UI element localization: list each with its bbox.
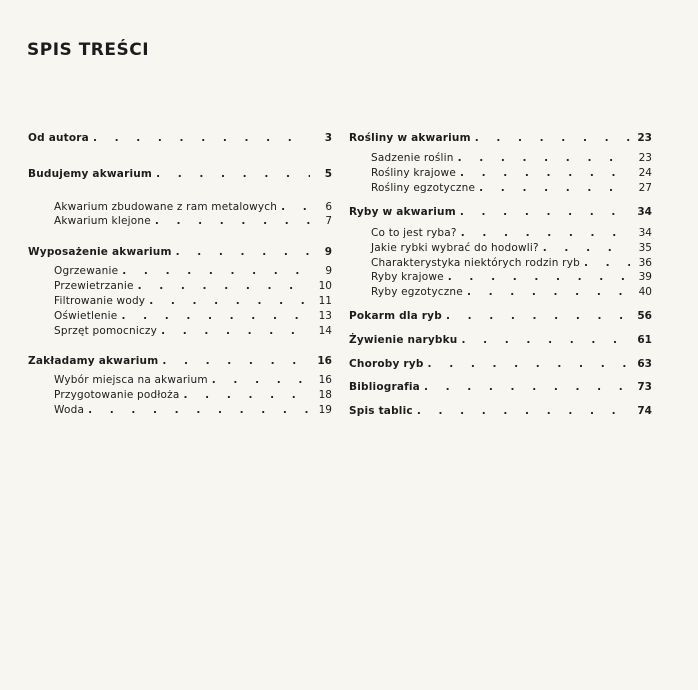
toc-dot-leader	[184, 388, 310, 402]
toc-entry-title: Sprzęt pomocniczy	[54, 325, 158, 337]
toc-subsection-entry	[28, 309, 332, 323]
toc-section-entry	[349, 333, 652, 347]
toc-entry-title: Ryby egzotyczne	[371, 286, 463, 298]
toc-entry-title: Wyposażenie akwarium	[28, 246, 172, 258]
toc-entry-title: Wybór miejsca na akwarium	[54, 374, 208, 386]
toc-section-entry	[349, 380, 652, 394]
toc-entry-title: Jakie rybki wybrać do hodowli?	[371, 242, 539, 254]
toc-dot-leader	[156, 167, 310, 181]
toc-section-entry	[349, 357, 652, 371]
toc-page-number: 34	[637, 206, 652, 218]
toc-dot-leader	[88, 403, 310, 417]
toc-dot-leader	[460, 205, 630, 219]
toc-dot-leader	[155, 214, 310, 228]
toc-page-number: 5	[324, 168, 332, 180]
toc-page-number: 16	[317, 355, 332, 367]
toc-section-entry	[28, 167, 332, 181]
toc-dot-leader	[446, 309, 630, 323]
toc-page-number: 6	[325, 201, 332, 213]
toc-section-entry	[349, 205, 652, 219]
toc-entry-title: Woda	[54, 404, 85, 416]
toc-dot-leader	[458, 151, 630, 165]
toc-page-number: 11	[318, 295, 332, 307]
toc-page-number: 35	[638, 242, 652, 254]
toc-page-number: 9	[324, 246, 332, 258]
toc-entry-title: Przewietrzanie	[54, 280, 134, 292]
toc-subsection-entry	[28, 324, 332, 338]
toc-subsection-entry	[349, 151, 652, 165]
toc-page-number: 24	[638, 167, 652, 179]
page-title: SPIS TREŚCI	[27, 40, 150, 60]
toc-subsection-entry	[349, 226, 652, 240]
toc-entry-title: Ogrzewanie	[54, 265, 119, 277]
toc-subsection-entry	[28, 294, 332, 308]
toc-entry-title: Budujemy akwarium	[28, 168, 153, 180]
toc-entry-title: Bibliografia	[349, 381, 420, 393]
toc-subsection-entry	[349, 181, 652, 195]
toc-dot-leader	[424, 380, 630, 394]
toc-dot-leader	[176, 245, 310, 259]
toc-subsection-entry	[28, 403, 332, 417]
toc-page-number: 40	[638, 286, 652, 298]
toc-dot-leader	[543, 241, 630, 255]
toc-dot-leader	[161, 324, 310, 338]
toc-page-number: 7	[325, 215, 332, 227]
toc-subsection-entry	[28, 373, 332, 387]
toc-page-number: 73	[637, 381, 652, 393]
toc-subsection-entry	[28, 214, 332, 228]
toc-entry-title: Rośliny krajowe	[371, 167, 456, 179]
toc-entry-title: Rośliny w akwarium	[349, 132, 471, 144]
toc-section-entry	[28, 131, 332, 145]
toc-entry-title: Akwarium zbudowane z ram metalowych	[54, 201, 278, 213]
toc-subsection-entry	[28, 264, 332, 278]
toc-entry-title: Ryby w akwarium	[349, 206, 456, 218]
toc-dot-leader	[462, 333, 631, 347]
toc-entry-title: Choroby ryb	[349, 358, 424, 370]
toc-subsection-entry	[349, 285, 652, 299]
toc-entry-title: Oświetlenie	[54, 310, 118, 322]
toc-dot-leader	[475, 131, 630, 145]
toc-entry-title: Żywienie narybku	[349, 334, 458, 346]
toc-entry-title: Od autora	[28, 132, 89, 144]
toc-page-number: 18	[318, 389, 332, 401]
toc-entry-title: Pokarm dla ryb	[349, 310, 442, 322]
toc-entry-title: Charakterystyka niektórych rodzin ryb	[371, 257, 580, 269]
toc-page-number: 61	[637, 334, 652, 346]
toc-entry-title: Co to jest ryba?	[371, 227, 457, 239]
toc-page-number: 14	[318, 325, 332, 337]
toc-page-number: 23	[637, 132, 652, 144]
toc-entry-title: Ryby krajowe	[371, 271, 444, 283]
toc-entry-title: Przygotowanie podłoża	[54, 389, 180, 401]
toc-page-number: 39	[638, 271, 652, 283]
toc-subsection-entry	[28, 200, 332, 214]
toc-dot-leader	[428, 357, 630, 371]
toc-subsection-entry	[349, 270, 652, 284]
toc-entry-title: Sadzenie roślin	[371, 152, 454, 164]
toc-dot-leader	[93, 131, 310, 145]
toc-page-number: 27	[638, 182, 652, 194]
toc-dot-leader	[121, 309, 310, 323]
toc-section-entry	[349, 309, 652, 323]
toc-page-number: 16	[318, 374, 332, 386]
toc-dot-leader	[417, 404, 630, 418]
toc-section-entry	[28, 245, 332, 259]
toc-section-entry	[349, 131, 652, 145]
toc-dot-leader	[467, 285, 630, 299]
toc-page-number: 36	[638, 257, 652, 269]
toc-dot-leader	[162, 354, 310, 368]
toc-page-number: 23	[638, 152, 652, 164]
toc-entry-title: Rośliny egzotyczne	[371, 182, 476, 194]
toc-dot-leader	[212, 373, 310, 387]
toc-dot-leader	[281, 200, 310, 214]
toc-subsection-entry	[28, 388, 332, 402]
toc-entry-title: Akwarium klejone	[54, 215, 151, 227]
toc-subsection-entry	[349, 256, 652, 270]
toc-page-number: 63	[637, 358, 652, 370]
toc-dot-leader	[584, 256, 630, 270]
toc-dot-leader	[460, 166, 630, 180]
toc-section-entry	[349, 404, 652, 418]
toc-page-number: 56	[637, 310, 652, 322]
toc-dot-leader	[138, 279, 310, 293]
toc-page-number: 9	[325, 265, 332, 277]
toc-dot-leader	[122, 264, 310, 278]
toc-page-number: 13	[318, 310, 332, 322]
toc-entry-title: Spis tablic	[349, 405, 413, 417]
toc-dot-leader	[149, 294, 310, 308]
toc-entry-title: Zakładamy akwarium	[28, 355, 159, 367]
toc-page-number: 3	[324, 132, 332, 144]
toc-dot-leader	[448, 270, 630, 284]
toc-subsection-entry	[28, 279, 332, 293]
toc-subsection-entry	[349, 241, 652, 255]
toc-page-number: 34	[638, 227, 652, 239]
toc-entry-title: Filtrowanie wody	[54, 295, 146, 307]
toc-section-entry	[28, 354, 332, 368]
toc-subsection-entry	[349, 166, 652, 180]
toc-page-number: 74	[637, 405, 652, 417]
toc-page-number: 19	[318, 404, 332, 416]
toc-dot-leader	[461, 226, 630, 240]
toc-dot-leader	[479, 181, 630, 195]
toc-page-number: 10	[318, 280, 332, 292]
